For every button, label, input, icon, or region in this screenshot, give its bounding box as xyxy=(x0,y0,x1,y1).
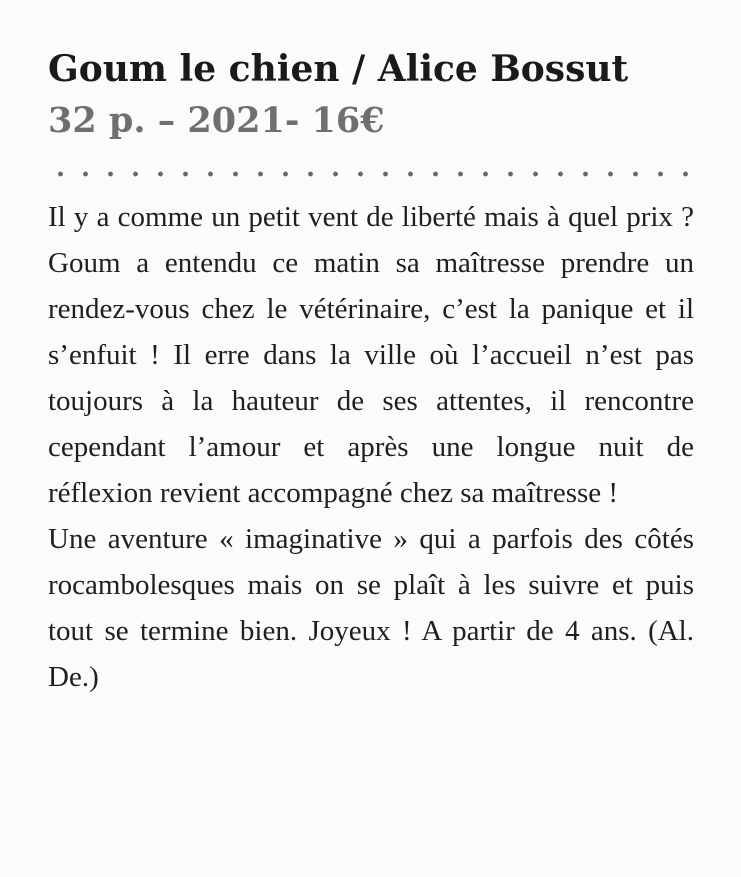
book-meta: 32 p. – 2021- 16€ xyxy=(48,100,385,141)
book-title: Goum le chien / Alice Bossut xyxy=(48,48,629,90)
review-paragraph-2: Une aventure « imaginative » qui a parfois des côtés rocambolesques mais on se plaît à les suivre et puis tout se termine bien. Joyeux ! A partir de 4 ans. (Al. De.) xyxy=(48,523,694,693)
dotted-divider xyxy=(48,170,696,178)
review-body xyxy=(48,194,694,700)
review-paragraph-1: Il y a comme un petit vent de liberté mais à quel prix ? Goum a entendu ce matin sa maîtresse prendre un rendez-vous chez le vétérinaire, c’est la panique et il s’enfuit ! Il erre dans la ville où l’accueil n’est pas toujours à la hauteur de ses attentes, il rencontre cependant l’amour et après une longue nuit de réflexion revient accompagné chez sa maîtresse ! xyxy=(48,201,694,509)
